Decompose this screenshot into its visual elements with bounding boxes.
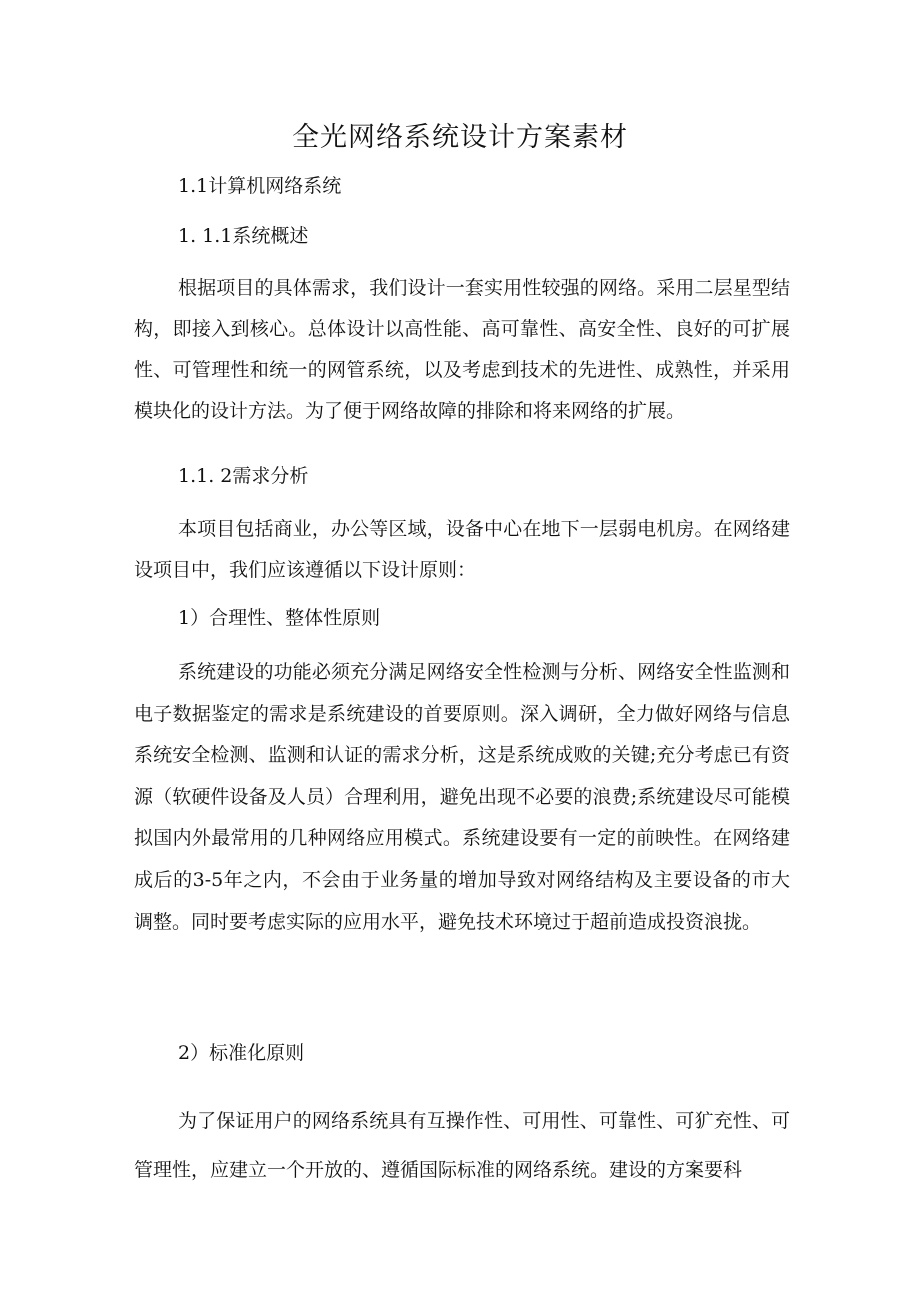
principle-1-heading: 1）合理性、整体性原则 [178, 607, 381, 629]
section-heading-1-1-2: 1.1. 2需求分析 [178, 465, 309, 487]
section-heading-1-1: 1.1计算机网络系统 [178, 175, 342, 197]
paragraph-principle-2: 为了保证用户的网络系统具有互操作性、可用性、可靠性、可犷充性、可管理性，应建立一个开放的、遵循国际标准的网络系统。建设的方案要科 [134, 1110, 790, 1181]
document-title: 全光网络系统设计方案素材 [292, 122, 628, 153]
principle-2-heading: 2）标准化原则 [178, 1042, 305, 1064]
paragraph-principle-1: 系统建设的功能必须充分满足网络安全性检测与分析、网络安全性监测和电子数据鉴定的需求是系统建设的首要原则。深入调研，全力做好网络与信息系统安全检测、监测和认证的需求分析，这是系统成败的关键;充分考虑已有资源（软硬件设备及人员）合理利用，避免出现不必要的浪费;系统建设尽可能模拟国内外最常用的几种网络应用模式。系统建设要有一定的前映性。在网络建成后的3-5年之内，不会由于业务量的增加导致对网络结构及主要设备的市大调整。同时要考虑实际的应用水平，避免技术环境过于超前造成投资浪拢。 [134, 661, 790, 933]
paragraph-requirements: 本项目包括商业，办公等区域，设备中心在地下一层弱电机房。在网络建设项目中，我们应该遵循以下设计原则： [134, 518, 790, 581]
section-heading-1-1-1: 1. 1.1系统概述 [178, 225, 309, 247]
paragraph-overview: 根据项目的具体需求，我们设计一套实用性较强的网络。采用二层星型结构，即接入到核心。总体设计以高性能、高可靠性、高安全性、良好的可扩展性、可管理性和统一的网管系统，以及考虑到技术的先进性、成熟性，并采用模块化的设计方法。为了便于网络故障的排除和将来网络的扩展。 [134, 277, 790, 422]
